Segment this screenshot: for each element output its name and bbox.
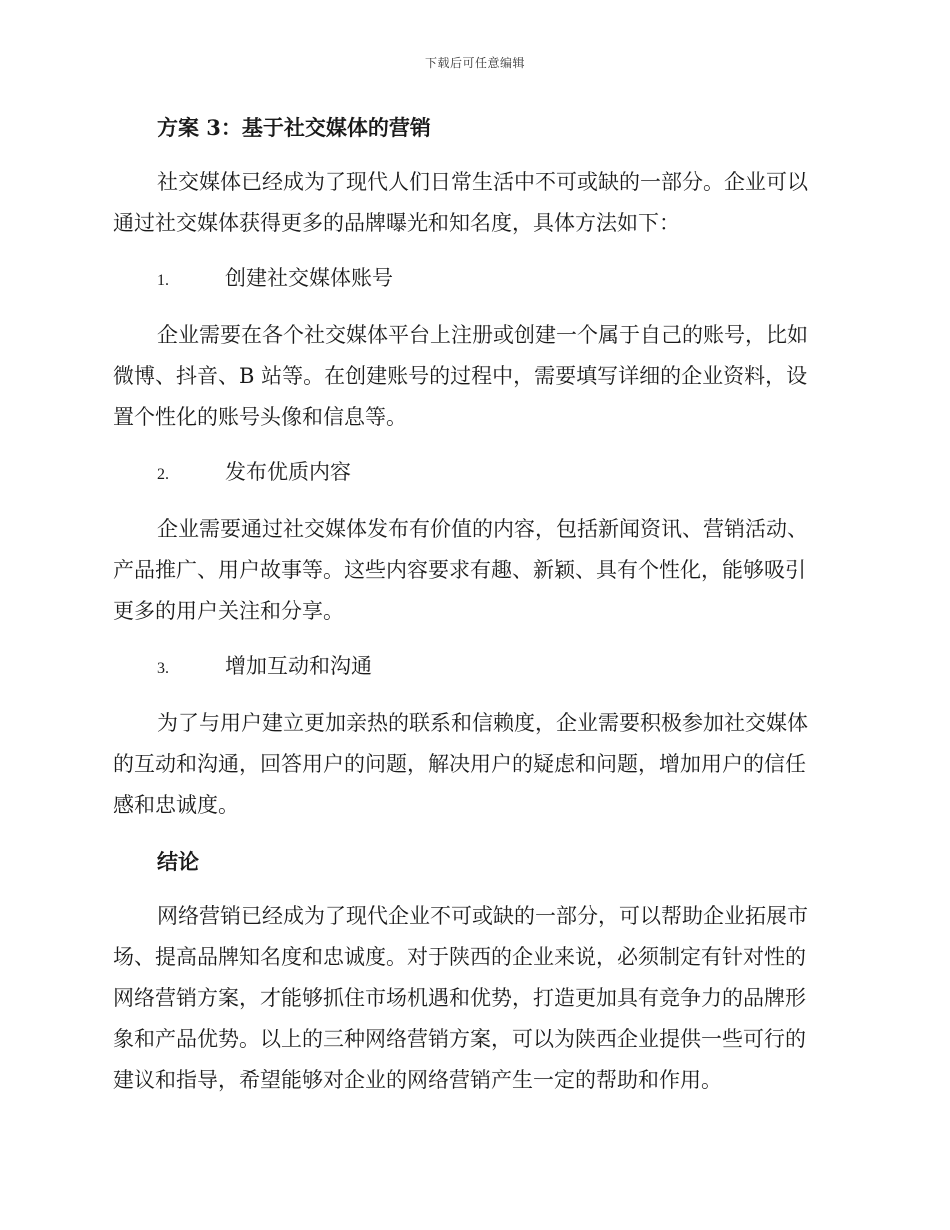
header-note: 下载后可任意编辑 (424, 56, 525, 70)
list-item-3 (113, 646, 833, 689)
paragraph-line: 为了与用户建立更加亲热的联系和信赖度，企业需要积极参加社交媒体 (157, 711, 808, 735)
paragraph-line: 感和忠诚度。 (113, 793, 239, 817)
paragraph-line: 建议和指导，希望能够对企业的网络营销产生一定的帮助和作用。 (113, 1068, 722, 1092)
section-3-intro (113, 162, 833, 244)
paragraph-line: 的互动和沟通，回答用户的问题，解决用户的疑虑和问题，增加用户的信任 (113, 752, 806, 776)
list-item-title: 增加互动和沟通 (225, 654, 372, 678)
paragraph-line: 网络营销方案，才能够抓住市场机遇和优势，打造更加具有竞争力的品牌形 (113, 986, 806, 1010)
paragraph-line: 置个性化的账号头像和信息等。 (113, 405, 407, 429)
paragraph-line: 象和产品优势。以上的三种网络营销方案，可以为陕西企业提供一些可行的 (113, 1027, 806, 1051)
paragraph-line: 通过社交媒体获得更多的品牌曝光和知名度，具体方法如下： (113, 211, 680, 235)
list-item-1 (113, 258, 833, 301)
paragraph-line: 更多的用户关注和分享。 (113, 599, 344, 623)
list-number: 1. (157, 272, 169, 289)
list-number: 3. (157, 660, 169, 677)
list-item-title: 创建社交媒体账号 (225, 266, 393, 290)
document-content (113, 108, 833, 1101)
paragraph-line: 社交媒体已经成为了现代人们日常生活中不可或缺的一部分。企业可以 (157, 170, 808, 194)
conclusion-title: 结论 (157, 849, 199, 874)
list-item-1-body (113, 315, 833, 438)
paragraph-line: 微博、抖音、B 站等。在创建账号的过程中，需要填写详细的企业资料，设 (113, 364, 808, 388)
list-item-2-body (113, 509, 833, 632)
list-item-2 (113, 452, 833, 495)
paragraph-line: 企业需要在各个社交媒体平台上注册或创建一个属于自己的账号，比如 (157, 323, 808, 347)
paragraph-line: 企业需要通过社交媒体发布有价值的内容，包括新闻资讯、营销活动、 (157, 517, 808, 541)
section-3-title: 方案 3：基于社交媒体的营销 (157, 115, 431, 140)
paragraph-line: 场、提高品牌知名度和忠诚度。对于陕西的企业来说，必须制定有针对性的 (113, 945, 806, 969)
paragraph-line: 网络营销已经成为了现代企业不可或缺的一部分，可以帮助企业拓展市 (157, 904, 808, 928)
list-number: 2. (157, 466, 169, 483)
list-item-3-body (113, 703, 833, 826)
list-item-title: 发布优质内容 (225, 460, 351, 484)
conclusion-body (113, 896, 833, 1101)
paragraph-line: 产品推广、用户故事等。这些内容要求有趣、新颖、具有个性化，能够吸引 (113, 558, 806, 582)
